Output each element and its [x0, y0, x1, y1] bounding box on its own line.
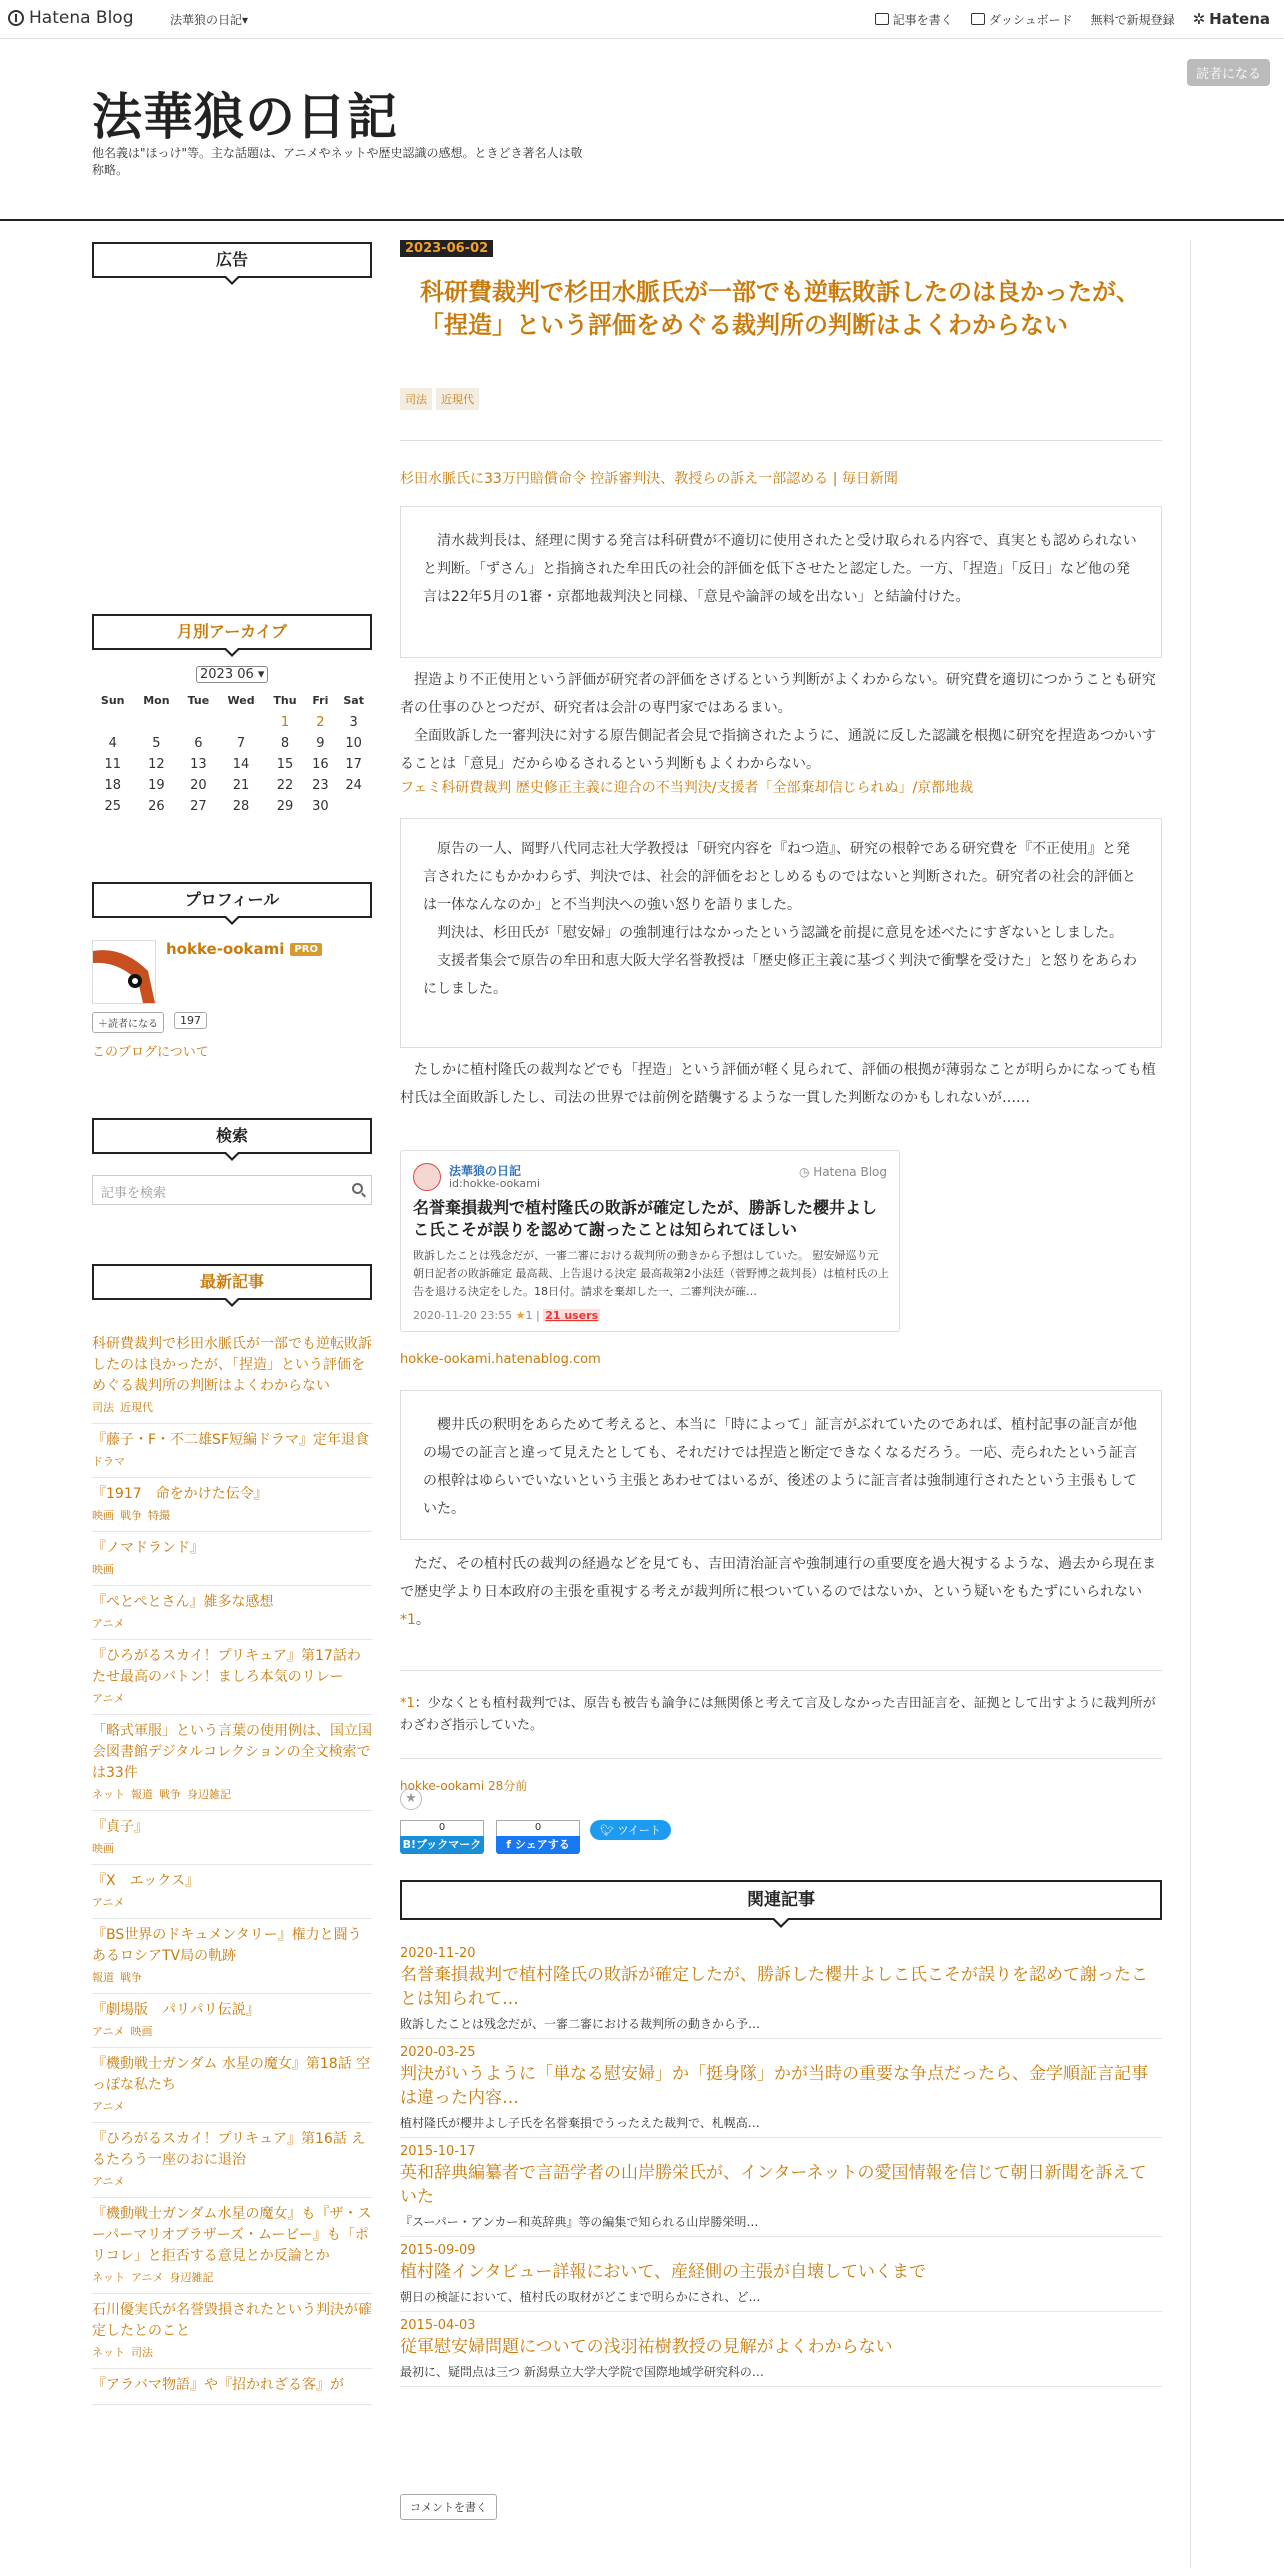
- recent-entry-item[interactable]: [92, 1640, 372, 1715]
- recent-entry-category[interactable]: アニメ: [92, 1617, 125, 1630]
- subscribe-button[interactable]: 読者になる: [1187, 59, 1270, 86]
- calendar-day[interactable]: 2: [316, 715, 325, 730]
- related-entry-item[interactable]: [400, 2138, 1162, 2237]
- calendar-day: [133, 712, 179, 733]
- recent-entry-category[interactable]: アニメ: [92, 1692, 125, 1705]
- recent-entry-categories: [92, 2269, 372, 2285]
- recent-entry-category[interactable]: 戦争: [120, 1509, 142, 1522]
- tweet-button[interactable]: [590, 1820, 671, 1840]
- recent-entry-title[interactable]: 『アラバマ物語』や『招かれざる客』が: [92, 2377, 344, 2393]
- recent-entry-category[interactable]: 映画: [92, 1563, 114, 1576]
- calendar-day: 12: [148, 757, 165, 772]
- related-entry-item[interactable]: [400, 1940, 1162, 2039]
- recent-entry-item[interactable]: [92, 1424, 372, 1478]
- calendar-day: 21: [232, 778, 250, 793]
- recent-entry-categories: [92, 1840, 372, 1856]
- calendar-weekday: Thu: [273, 693, 297, 707]
- hatena-logo[interactable]: [1193, 10, 1270, 28]
- blog-description: 他名義は"ほっけ"等。主な話題は、アニメやネットや歴史認識の感想。ときどき著名人は敬称略。: [92, 146, 583, 177]
- hatena-blog-logo-icon: [8, 10, 24, 26]
- recent-entry-categories: [92, 2173, 372, 2189]
- calendar-day: [179, 712, 217, 733]
- embed-description: 敗訴したことは残念だが、一審二審における裁判所の動きから予想はしていた。 慰安婦巡り元朝日記者の敗訴確定 最高裁、上告退ける決定 最高裁第2小法廷（菅野博之裁判長）は植村氏の上告を退ける決定をした。18日付。請求を棄却した一、二審判決が確…: [413, 1249, 889, 1298]
- calendar-day: 20: [190, 778, 207, 793]
- related-entry-date: 2015-04-03: [400, 2318, 476, 2333]
- recent-entry-categories: [92, 1786, 372, 1802]
- calendar-day: 29: [276, 799, 294, 814]
- recent-entry-item[interactable]: [92, 1586, 372, 1640]
- body-paragraph-end: 。: [415, 1612, 430, 1628]
- hatena-logo-text: Hatena: [1209, 10, 1270, 28]
- recent-entry-category[interactable]: アニメ: [92, 2175, 125, 2188]
- recent-entry-item[interactable]: [92, 1478, 372, 1532]
- recent-entry-categories: [92, 1615, 372, 1631]
- calendar-weekday: Mon: [143, 693, 170, 707]
- recent-entry-item[interactable]: [92, 2123, 372, 2198]
- recent-entry-category[interactable]: ネット: [92, 1788, 125, 1801]
- calendar-day: 24: [345, 778, 362, 793]
- recent-entry-category[interactable]: アニメ: [92, 1896, 125, 1909]
- calendar-weekday: Tue: [187, 693, 210, 707]
- dashboard-link[interactable]: [971, 11, 1073, 28]
- related-entry-snippet: 植村隆氏が櫻井よし子氏を名誉棄損でうったえた裁判で、札幌高…: [400, 2116, 760, 2130]
- related-entry-item[interactable]: [400, 2312, 1162, 2387]
- entry-footer: [400, 1758, 1162, 1794]
- embed-blog-id: id:hokke-ookami: [449, 1177, 540, 1190]
- embed-service-logo: [799, 1165, 887, 1179]
- blog-card-embed[interactable]: [400, 1150, 900, 1332]
- blog-menu-dropdown[interactable]: 法華狼の日記▾: [170, 13, 249, 27]
- entry-category-tag[interactable]: 近現代: [436, 388, 479, 410]
- calendar-day: [218, 712, 265, 733]
- twitter-bird-icon: 🐦︎: [600, 1824, 618, 1837]
- calendar-day: 7: [236, 736, 246, 751]
- recent-entry-item[interactable]: [92, 2369, 372, 2405]
- calendar-day: 16: [312, 757, 329, 772]
- recent-entry-categories: [92, 1507, 372, 1523]
- subscriber-count[interactable]: 197: [174, 1012, 207, 1029]
- recent-entry-category[interactable]: 戦争: [120, 1971, 142, 1984]
- recent-entry-title[interactable]: 『BS世界のドキュメンタリー』権力と闘う あるロシアTV局の軌跡: [92, 1927, 362, 1964]
- archive-module-title[interactable]: 月別アーカイブ: [92, 614, 372, 650]
- related-entry-date: 2015-10-17: [400, 2144, 476, 2159]
- archive-month-select[interactable]: 2023 06 ▾: [196, 666, 268, 683]
- related-entry-date: 2020-11-20: [400, 1946, 476, 1961]
- author-link[interactable]: hokke-ookami: [400, 1779, 485, 1793]
- calendar-weekday: Fri: [312, 693, 329, 707]
- recent-entry-title[interactable]: 『機動戦士ガンダム 水星の魔女』第18話 空っぽな私たち: [92, 2056, 371, 2093]
- dashboard-label: ダッシュボード: [988, 12, 1073, 27]
- write-entry-label: 記事を書く: [892, 12, 953, 27]
- blockquote-mainichi: 清水裁判長は、経理に関する発言は科研費が不適切に使用されたと受け取られる内容で、真実とも認められないと判断。「ずさん」と指摘された牟田氏の社会的評価を低下させたと認定した。一方、「捏造」「反日」など他の発言は22年5月の1審・京都地裁判決と同様、「意見や論評の域を出ない」と結論付けた。: [400, 506, 1162, 658]
- blog-menu-label: 法華狼の日記: [170, 13, 243, 27]
- recent-entry-category[interactable]: アニメ: [92, 2025, 125, 2038]
- divider: [400, 440, 1162, 441]
- calendar-day: 22: [276, 778, 294, 793]
- recent-entry-title[interactable]: 『機動戦士ガンダム水星の魔女』も『ザ・スーパーマリオブラザーズ・ムービー』も「ポリコレ」と拒否する意見とか反論とか: [92, 2206, 372, 2264]
- recent-entry-item[interactable]: [92, 1715, 372, 1811]
- footnote-ref[interactable]: *1: [400, 1612, 416, 1628]
- posted-time-link[interactable]: 28分前: [487, 1779, 528, 1793]
- recent-entry-categories: [92, 1453, 372, 1469]
- related-entry-title[interactable]: 判決がいうように「単なる慰安婦」か「挺身隊」かが当時の重要な争点だったら、金学順証言記事は違った内容…: [400, 2064, 1148, 2108]
- related-entry-title[interactable]: 植村隆インタビュー詳報において、産経側の主張が自壊していくまで: [400, 2262, 926, 2282]
- search-icon[interactable]: [352, 1183, 363, 1194]
- tweet-label: ツイート: [617, 1824, 661, 1837]
- archive-month-value: 2023 06: [200, 667, 254, 682]
- recent-entry-categories: [92, 1969, 372, 1985]
- embed-blog-icon: [413, 1163, 441, 1191]
- related-entries-title: 関連記事: [400, 1880, 1162, 1920]
- recent-entry-title[interactable]: 『1917 命をかけた伝令』: [92, 1486, 268, 1502]
- related-entry-snippet: 朝日の検証において、植村氏の取材がどこまで明らかにされ、ど…: [400, 2290, 761, 2304]
- calendar-day: 6: [194, 736, 203, 751]
- recent-entries-list: [92, 1328, 372, 2405]
- hatena-blog-logo-text: Hatena Blog: [29, 8, 134, 28]
- ad-module: [92, 242, 372, 278]
- write-entry-link[interactable]: [875, 11, 953, 28]
- blog-title[interactable]: 法華狼の日記: [92, 87, 398, 146]
- write-comment-button[interactable]: コメントを書く: [400, 2494, 497, 2520]
- search-input[interactable]: [92, 1175, 372, 1205]
- entry-date[interactable]: 2023-06-02: [400, 240, 493, 257]
- calendar-day: 18: [104, 778, 121, 793]
- calendar-day: [335, 796, 372, 817]
- calendar-day: 26: [148, 799, 165, 814]
- body-paragraph: たしかに植村隆氏の裁判などでも「捏造」という評価が軽く見られて、評価の根拠が薄弱なことが明らかになっても植村氏は全面敗訴したし、司法の世界では前例を踏襲するような一貫した判断なのかもしれないが……: [400, 1062, 1156, 1106]
- recent-entry-title[interactable]: 『ぺとぺとさん』雑多な感想: [92, 1594, 274, 1610]
- search-module-title: 検索: [92, 1118, 372, 1154]
- global-header: [0, 0, 1284, 39]
- related-entries-list: [400, 1940, 1162, 2387]
- calendar-day[interactable]: 1: [280, 715, 290, 730]
- recent-entry-categories: [92, 2098, 372, 2114]
- profile-avatar-image: [93, 941, 155, 1003]
- calendar-day: 14: [232, 757, 250, 772]
- recent-entry-title[interactable]: 『X エックス』: [92, 1873, 200, 1889]
- calendar-day: 11: [104, 757, 121, 772]
- recent-entry-category[interactable]: 特撮: [148, 1509, 170, 1522]
- recent-entry-category[interactable]: 報道: [131, 1788, 153, 1801]
- recent-entry-item[interactable]: [92, 1532, 372, 1586]
- body-paragraph-text: ただ、その植村氏の裁判の経過などを見ても、吉田清治証言や強制連行の重要度を過大視するような、過去から現在まで歴史学より日本政府の主張を重視する考えが裁判所に根ついているのではないか、という疑いをもたずにいられない: [400, 1556, 1156, 1600]
- related-entry-item[interactable]: [400, 2039, 1162, 2138]
- facebook-share[interactable]: [496, 1820, 580, 1854]
- entry-categories: [400, 388, 479, 410]
- recent-module: [92, 1264, 372, 1300]
- calendar-day: 4: [108, 736, 117, 751]
- calendar-day: 23: [312, 778, 329, 793]
- calendar-day: 3: [349, 715, 358, 730]
- calendar-day: 28: [232, 799, 250, 814]
- recent-entry-category[interactable]: アニメ: [131, 2271, 164, 2284]
- recent-entry-item[interactable]: [92, 2198, 372, 2294]
- global-nav: [875, 10, 1270, 28]
- related-entry-snippet: 敗訴したことは残念だが、一審二審における裁判所の動きから予…: [400, 2017, 761, 2031]
- embed-source-link[interactable]: hokke-ookami.hatenablog.com: [400, 1352, 601, 1367]
- akahata-article-link[interactable]: フェミ科研費裁判 歴史修正主義に迎合の不当判決/支援者「全部棄却信じられぬ」/京都地裁: [400, 780, 974, 796]
- facebook-share-button[interactable]: f シェアする: [496, 1836, 580, 1854]
- mainichi-article-link[interactable]: 杉田水脈氏に33万円賠償命令 控訴審判決、教授らの訴え一部認める | 毎日新聞: [400, 471, 898, 487]
- recent-entry-categories: [92, 1894, 372, 1910]
- calendar-day: 30: [312, 799, 329, 814]
- related-entry-date: 2020-03-25: [400, 2045, 476, 2060]
- calendar-day: 27: [190, 799, 207, 814]
- facebook-share-count: 0: [496, 1820, 580, 1836]
- recent-entry-category[interactable]: 戦争: [159, 1788, 181, 1801]
- register-link[interactable]: 無料で新規登録: [1090, 12, 1175, 27]
- related-entry-title[interactable]: 英和辞典編纂者で言語学者の山岸勝栄氏が、インターネットの愛国情報を信じて朝日新聞を訴えていた: [400, 2163, 1147, 2207]
- calendar-day: 19: [148, 778, 165, 793]
- recent-entry-category[interactable]: 報道: [92, 1971, 114, 1984]
- star-icon: ★: [515, 1309, 526, 1322]
- recent-entry-categories: [92, 1561, 372, 1577]
- recent-entry-category[interactable]: ネット: [92, 2346, 125, 2359]
- recent-entry-category[interactable]: 映画: [92, 1509, 114, 1522]
- recent-entry-category[interactable]: 近現代: [120, 1401, 153, 1414]
- body-paragraph: 捏造より不正使用という評価が研究者の評価をさげるという判断がよくわからない。研究費を適切につかうことも研究者の仕事のひとつだが、研究者は会計の専門家ではあるまい。 全面敗訴した一審判決に対する原告側記者会見で指摘されたように、通説に反した認識を根拠に研究を捏造あつかいすることは「意見」だからゆるされるという判断もよくわからない。: [400, 672, 1156, 772]
- recent-entry-title[interactable]: 科研費裁判で杉田水脈氏が一部でも逆転敗訴したのは良かったが、「捏造」という評価をめぐる裁判所の判断はよくわからない: [92, 1336, 372, 1394]
- calendar-day: [92, 712, 133, 733]
- calendar-day: 17: [345, 757, 362, 772]
- recent-entry-category[interactable]: ネット: [92, 2271, 125, 2284]
- recent-entry-item[interactable]: [92, 1865, 372, 1919]
- recent-entry-title[interactable]: 『貞子』: [92, 1819, 148, 1835]
- recent-entry-category[interactable]: 司法: [92, 1401, 114, 1414]
- search-module: [92, 1118, 372, 1154]
- ad-module-title: 広告: [92, 242, 372, 278]
- related-entry-title[interactable]: 名誉棄損裁判で植村隆氏の敗訴が確定したが、勝訴した櫻井よしこ氏こそが誤りを認めて謝ったことは知られて…: [400, 1965, 1148, 2009]
- recent-entry-category[interactable]: アニメ: [92, 2100, 125, 2113]
- recent-entry-title[interactable]: 石川優実氏が名誉毀損されたという判決が確定したとのこと: [92, 2302, 372, 2339]
- calendar-day: 8: [280, 736, 290, 751]
- hatena-bookmark-share[interactable]: [400, 1820, 484, 1854]
- recent-entry-category[interactable]: 映画: [92, 1842, 114, 1855]
- bookmark-users-count[interactable]: 21 users: [545, 1309, 599, 1322]
- about-blog-link[interactable]: このブログについて: [92, 1045, 209, 1060]
- recent-entry-category[interactable]: 司法: [131, 2346, 153, 2359]
- calendar-day: 5: [152, 736, 161, 751]
- archive-module: [92, 614, 372, 650]
- calendar-weekday: Wed: [227, 693, 255, 707]
- pencil-icon: [875, 13, 889, 25]
- calendar-day: 10: [345, 736, 362, 751]
- recent-entry-item[interactable]: [92, 1328, 372, 1424]
- recent-entry-title[interactable]: 「略式軍服」という言葉の使用例は、国立国会図書館デジタルコレクションの全文検索では33件: [92, 1723, 372, 1781]
- profile-module: [92, 882, 372, 918]
- calendar-day: 25: [104, 799, 121, 814]
- profile-module-title: プロフィール: [92, 882, 372, 918]
- embed-blog-name[interactable]: 法華狼の日記: [449, 1164, 522, 1178]
- blog-header: [0, 39, 1284, 221]
- hatena-star-icon: ✲: [1192, 10, 1206, 28]
- embed-title[interactable]: 名誉棄損裁判で植村隆氏の敗訴が確定したが、勝訴した櫻井よしこ氏こそが誤りを認めて謝ったことは知られてほしい: [413, 1198, 878, 1239]
- recent-entry-categories: [92, 1399, 372, 1415]
- recent-module-title: 最新記事: [92, 1264, 372, 1300]
- recent-entry-category[interactable]: 身辺雑記: [187, 1788, 231, 1801]
- search-placeholder: 記事を検索: [101, 1186, 167, 1201]
- calendar-weekday: Sat: [343, 693, 364, 707]
- profile-name[interactable]: [166, 940, 322, 958]
- hatena-blog-logo[interactable]: [8, 8, 134, 28]
- embed-date: 2020-11-20 23:55: [413, 1309, 513, 1322]
- recent-entry-item[interactable]: [92, 2294, 372, 2369]
- hatena-bookmark-count: 0: [400, 1820, 484, 1836]
- recent-entry-item[interactable]: [92, 1919, 372, 1994]
- pro-badge: PRO: [290, 943, 322, 956]
- recent-entry-item[interactable]: [92, 2048, 372, 2123]
- blockquote-sakurai: 櫻井氏の釈明をあらためて考えると、本当に「時によって」証言がぶれていたのであれば、植村記事の証言が他の場での証言と違って見えたとしても、それだけでは捏造と断定できなくなるだろう。一応、売られたという証言の根幹はゆらいでいないという主張とあわせてはいるが、後述のように証言者は強制連行されたという主張もしていた。: [400, 1390, 1162, 1540]
- related-entry-snippet: 最初に、疑問点は三つ 新潟県立大学大学院で国際地域学研究科の…: [400, 2365, 764, 2379]
- recent-entry-item[interactable]: [92, 1994, 372, 2048]
- recent-entry-categories: [92, 1690, 372, 1706]
- plus-icon: ＋: [98, 1019, 108, 1030]
- recent-entry-title[interactable]: 『ノマドランド』: [92, 1540, 204, 1556]
- calendar-day: 13: [190, 757, 207, 772]
- related-entry-title[interactable]: 従軍慰安婦問題についての浅羽祐樹教授の見解がよくわからない: [400, 2337, 893, 2357]
- recent-entry-category[interactable]: 映画: [130, 2025, 153, 2038]
- embed-meta: 2020-11-20 23:55 ★1 | 21 users: [413, 1309, 599, 1322]
- add-star-icon[interactable]: ★: [400, 1788, 422, 1810]
- recent-entry-title[interactable]: 『ひろがるスカイ！プリキュア』第16話 えるたろう一座のおに退治: [92, 2131, 366, 2168]
- dashboard-icon: [971, 13, 985, 25]
- recent-entry-category[interactable]: ドラマ: [92, 1455, 125, 1468]
- profile-subscribe-button[interactable]: [92, 1012, 164, 1033]
- profile-name-text: hokke-ookami: [166, 940, 285, 958]
- related-entry-item[interactable]: [400, 2237, 1162, 2312]
- calendar-day: 15: [276, 757, 294, 772]
- blockquote-akahata: 原告の一人、岡野八代同志社大学教授は「研究内容を『ねつ造』、研究の根幹である研究費を『不正使用』と発言されたにもかかわらず、判決では、社会的評価をおとしめるものではないと判断された。研究者の社会的評価とは一体なんなのか」と不当判決への強い怒りを語りました。 判決は、杉田氏が「慰安婦」の強制連行はなかったという認識を前提に意見を述べたにすぎないとしました。 支援者集会で原告の牟田和恵大阪大学名誉教授は「歴史修正主義に基づく判決で衝撃を受けた」と怒りをあらわにしました。: [400, 818, 1162, 1048]
- recent-entry-categories: [92, 2023, 372, 2039]
- content-border: [1190, 240, 1191, 2568]
- hatena-bookmark-button[interactable]: B!ブックマーク: [400, 1836, 484, 1854]
- footnote-mark[interactable]: *1: [400, 1696, 415, 1711]
- recent-entry-title[interactable]: 『劇場版 パリパリ伝説』: [92, 2002, 260, 2018]
- recent-entry-categories: [92, 2344, 372, 2360]
- footnote: [400, 1670, 1162, 1737]
- profile-subscribe-label: 読者になる: [108, 1019, 158, 1030]
- hatena-blog-icon: ◷: [798, 1165, 814, 1179]
- related-entry-snippet: 『スーパー・アンカー和英辞典』等の編集で知られる山岸勝栄明…: [400, 2215, 759, 2229]
- profile-avatar[interactable]: [92, 940, 156, 1004]
- calendar-weekday: Sun: [100, 693, 125, 707]
- footnote-text: ：少なくとも植村裁判では、原告も被告も論争には無関係と考えて言及しなかった吉田証言を、証拠として出すように裁判所がわざわざ指示していた。: [400, 1696, 1156, 1733]
- archive-calendar: [92, 688, 372, 817]
- recent-entry-title[interactable]: 『藤子・F・不二雄SF短編ドラマ』定年退食: [92, 1432, 369, 1448]
- entry-title[interactable]: 科研費裁判で杉田水脈氏が一部でも逆転敗訴したのは良かったが、「捏造」という評価をめぐる裁判所の判断はよくわからない: [420, 278, 1140, 339]
- recent-entry-category[interactable]: 身辺雑記: [169, 2271, 214, 2284]
- embed-service-name: Hatena Blog: [813, 1165, 887, 1179]
- recent-entry-title[interactable]: 『ひろがるスカイ！プリキュア』第17話わたせ最高のバトン！ましろ本気のリレー: [92, 1648, 361, 1685]
- body-paragraph: [400, 1550, 1162, 1634]
- entry-category-tag[interactable]: 司法: [400, 388, 432, 410]
- related-entry-date: 2015-09-09: [400, 2243, 476, 2258]
- calendar-day: 9: [316, 736, 325, 751]
- recent-entry-item[interactable]: [92, 1811, 372, 1865]
